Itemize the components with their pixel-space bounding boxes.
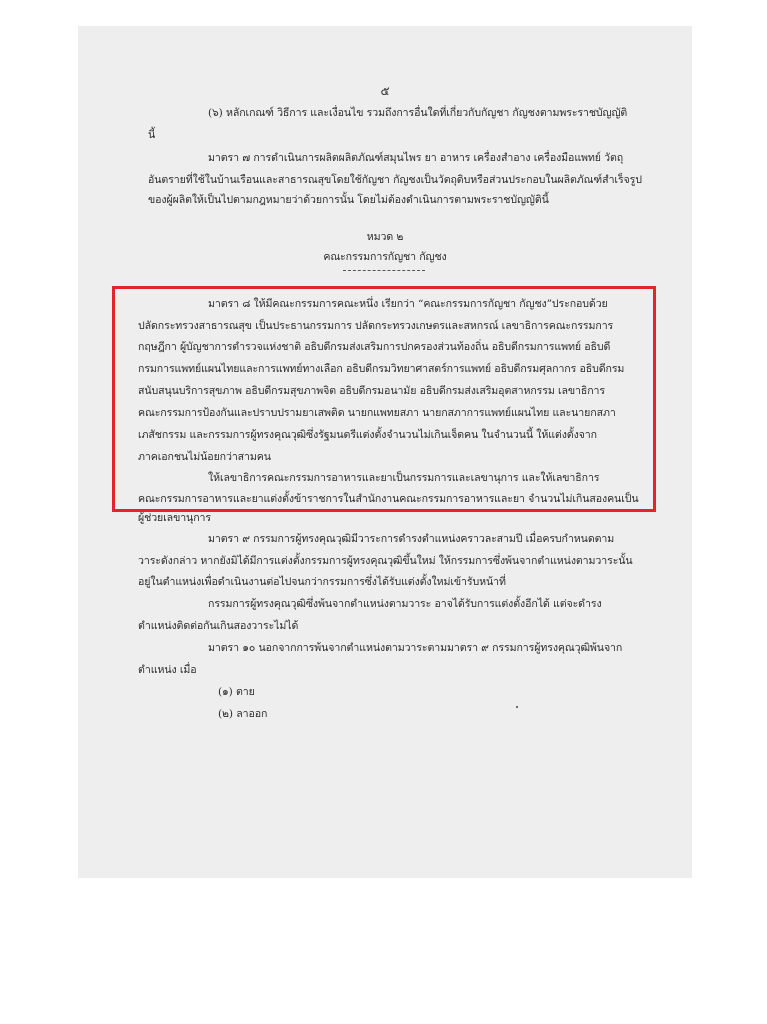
text-line: ปลัดกระทรวงสาธารณสุข เป็นประธานกรรมการ ปลัดกระทรวงเกษตรและสหกรณ์ เลขาธิการคณะกรรมการ — [138, 320, 614, 332]
text-line: มาตรา ๙ กรรมการผู้ทรงคุณวุฒิมีวาระการดำรงตำแหน่งคราวละสามปี เมื่อครบกำหนดตาม — [208, 533, 615, 545]
text-line: วาระดังกล่าว หากยังมิได้มีการแต่งตั้งกรรมการผู้ทรงคุณวุฒิขึ้นใหม่ ให้กรรมการซึ่งพ้นจากตำแหน่งตามวาระนั้น — [138, 555, 633, 567]
text-line: (๖) หลักเกณฑ์ วิธีการ และเงื่อนไข รวมถึงการอื่นใดที่เกี่ยวกับกัญชา กัญชงตามพระราชบัญญัติ — [208, 107, 628, 119]
chapter-divider — [343, 270, 425, 271]
text-line: มาตรา ๘ ให้มีคณะกรรมการคณะหนึ่ง เรียกว่า “คณะกรรมการกัญชา กัญชง”ประกอบด้วย — [208, 298, 608, 310]
text-line: เภสัชกรรม และกรรมการผู้ทรงคุณวุฒิซึ่งรัฐมนตรีแต่งตั้งจำนวนไม่เกินเจ็ดคน ในจำนวนนี้ ให้แต่งตั้งจาก — [138, 429, 597, 441]
text-line: ตำแหน่งติดต่อกันเกินสองวาระไม่ได้ — [138, 620, 299, 632]
text-line: นี้ — [148, 129, 156, 141]
page-number: ๕ — [380, 84, 390, 98]
text-line: กรรมการผู้ทรงคุณวุฒิซึ่งพ้นจากตำแหน่งตามวาระ อาจได้รับการแต่งตั้งอีกได้ แต่จะดำรง — [208, 598, 602, 610]
text-line: (๒) ลาออก — [218, 708, 268, 720]
document-page — [78, 26, 692, 878]
text-line: ของผู้ผลิตให้เป็นไปตามกฎหมายว่าด้วยการนั้น โดยไม่ต้องดำเนินการตามพระราชบัญญัตินี้ — [148, 194, 549, 206]
chapter-heading: หมวด ๒ — [366, 231, 404, 243]
text-line: อยู่ในตำแหน่งเพื่อดำเนินงานต่อไปจนกว่ากรรมการซึ่งได้รับแต่งตั้งใหม่เข้ารับหน้าที่ — [138, 576, 506, 588]
text-line: ผู้ช่วยเลขานุการ — [138, 512, 211, 524]
text-line: ตำแหน่ง เมื่อ — [138, 664, 197, 676]
text-line: (๑) ตาย — [218, 686, 255, 698]
text-line: กรมการแพทย์แผนไทยและการแพทย์ทางเลือก อธิบดีกรมวิทยาศาสตร์การแพทย์ อธิบดีกรมศุลกากร อธิบดีกรม — [138, 363, 625, 375]
text-line: สนับสนุนบริการสุขภาพ อธิบดีกรมสุขภาพจิต อธิบดีกรมอนามัย อธิบดีกรมส่งเสริมอุตสาหกรรม เลขาธิการ — [138, 385, 605, 397]
text-line: คณะกรรมการอาหารและยาแต่งตั้งข้าราชการในสำนักงานคณะกรรมการอาหารและยา จำนวนไม่เกินสองคนเป็น — [138, 493, 639, 505]
text-line: มาตรา ๑๐ นอกจากการพ้นจากตำแหน่งตามวาระตามมาตรา ๙ กรรมการผู้ทรงคุณวุฒิพ้นจาก — [208, 642, 623, 654]
text-line: มาตรา ๗ การดำเนินการผลิตผลิตภัณฑ์สมุนไพร ยา อาหาร เครื่องสำอาง เครื่องมือแพทย์ วัตถุ — [208, 152, 624, 164]
text-line: ภาคเอกชนไม่น้อยกว่าสามคน — [138, 451, 271, 463]
text-line: ให้เลขาธิการคณะกรรมการอาหารและยาเป็นกรรมการและเลขานุการ และให้เลขาธิการ — [208, 472, 600, 484]
scan-speck — [516, 706, 518, 708]
text-line: อันตรายที่ใช้ในบ้านเรือนและสาธารณสุขโดยใช้กัญชา กัญชงเป็นวัตถุดิบหรือส่วนประกอบในผลิตภัณฑ์สำเร็จรูป — [148, 174, 642, 186]
chapter-title: คณะกรรมการกัญชา กัญชง — [323, 251, 447, 263]
text-line: คณะกรรมการป้องกันและปราบปรามยาเสพติด นายกแพทยสภา นายกสภาการแพทย์แผนไทย และนายกสภา — [138, 407, 616, 419]
text-line: กฤษฎีกา ผู้บัญชาการตำรวจแห่งชาติ อธิบดีกรมส่งเสริมการปกครองส่วนท้องถิ่น อธิบดีกรมการแพทย์ อธิบดี — [138, 341, 611, 353]
